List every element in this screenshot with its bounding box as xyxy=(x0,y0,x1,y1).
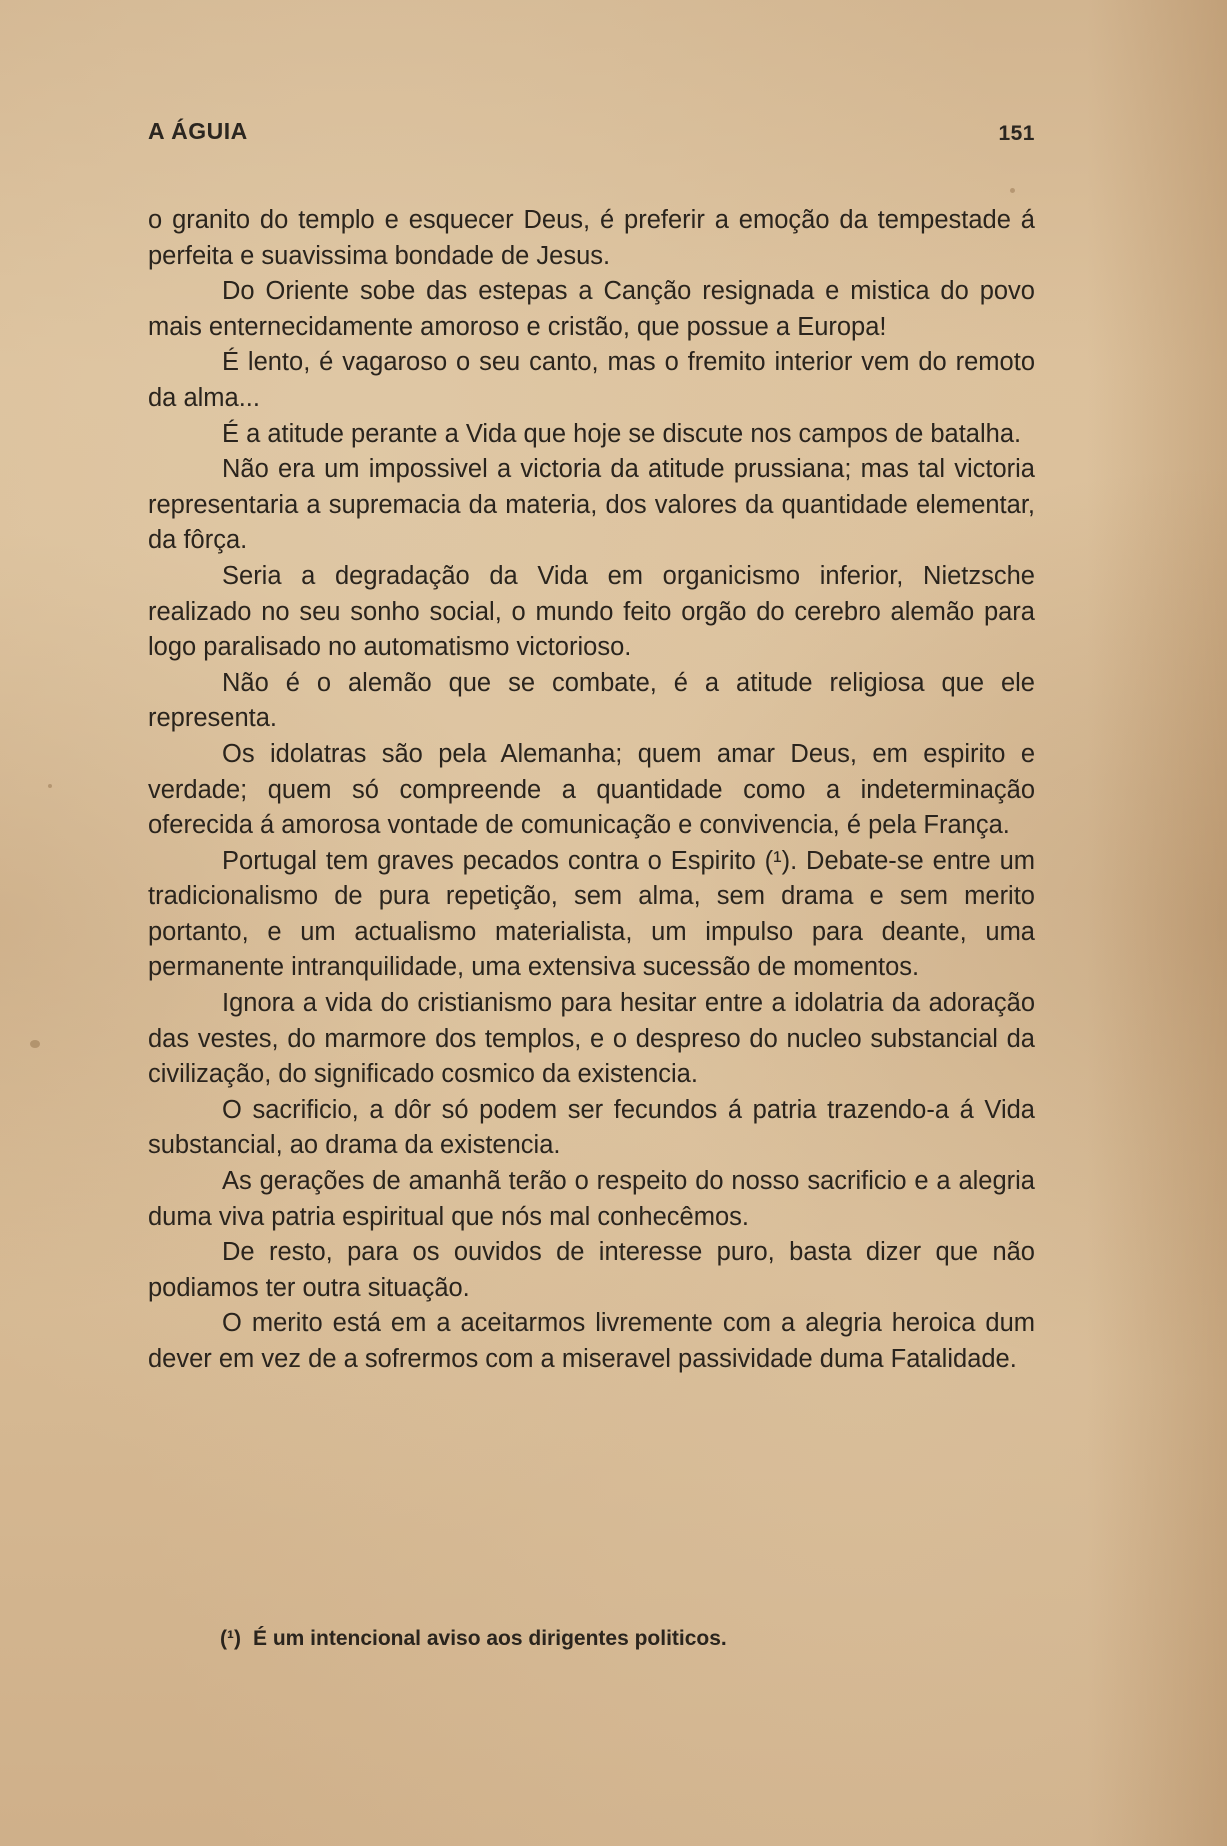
paragraph: Do Oriente sobe das estepas a Canção resignada e mistica do povo mais enternecidamente amoroso e cristão, que possue a Europa! xyxy=(148,277,1035,341)
paragraph: Não era um impossivel a victoria da atitude prussiana; mas tal victoria representaria a supremacia da materia, dos valores da quantidade elementar, da fôrça. xyxy=(148,455,1035,555)
paragraph: Não é o alemão que se combate, é a atitude religiosa que ele representa. xyxy=(148,668,1035,733)
paragraph: Os idolatras são pela Alemanha; quem amar Deus, em espirito e verdade; quem só compreende a quantidade como a indeterminação oferecida á amorosa vontade de comunicação e convivencia, é pela França. xyxy=(148,739,1035,840)
paragraph: Seria a degradação da Vida em organicismo inferior, Nietzsche realizado no seu sonho social, o mundo feito orgão do cerebro alemão para logo paralisado no automatismo victorioso. xyxy=(148,561,1035,662)
paragraph: Ignora a vida do cristianismo para hesitar entre a idolatria da adoração das vestes, do marmore dos templos, e o despreso do nucleo substancial da civilização, do significado cosmico da existencia. xyxy=(148,989,1035,1089)
paper-stain xyxy=(48,784,52,788)
footnote xyxy=(220,1627,1035,1651)
paragraph: É a atitude perante a Vida que hoje se discute nos campos de batalha. xyxy=(222,419,1022,448)
paragraph: As gerações de amanhã terão o respeito do nosso sacrificio e a alegria duma viva patria espiritual que nós mal conhecêmos. xyxy=(148,1167,1035,1231)
paper-stain xyxy=(30,1040,40,1048)
paper-stain xyxy=(1010,188,1015,193)
paragraph: Portugal tem graves pecados contra o Espirito (¹). Debate-se entre um tradicionalismo de pura repetição, sem alma, sem drama e sem merito portanto, e um actualismo materialista, um impulso para deante, uma permanente intranquilidade, uma extensiva sucessão de momentos. xyxy=(148,846,1035,982)
page-edge-shadow xyxy=(1087,0,1227,1846)
page-number: 151 xyxy=(998,122,1035,145)
paragraph: É lento, é vagaroso o seu canto, mas o fremito interior vem do remoto da alma... xyxy=(148,348,1035,412)
paragraph: o granito do templo e esquecer Deus, é preferir a emoção da tempestade á perfeita e suavissima bondade de Jesus. xyxy=(148,206,1035,270)
paragraph: O merito está em a aceitarmos livremente com a alegria heroica dum dever em vez de a sofrermos com a miseravel passividade duma Fatalidade. xyxy=(148,1309,1035,1373)
paragraph: O sacrificio, a dôr só podem ser fecundos á patria trazendo-a á Vida substancial, ao drama da existencia. xyxy=(148,1095,1035,1160)
footnote-text: É um intencional aviso aos dirigentes politicos. xyxy=(252,1627,727,1650)
running-title: A ÁGUIA xyxy=(148,118,248,144)
page-header xyxy=(148,118,1035,158)
paragraph: De resto, para os ouvidos de interesse puro, basta dizer que não podiamos ter outra situação. xyxy=(148,1238,1035,1302)
body-text xyxy=(148,203,1035,1378)
footnote-marker: (¹) xyxy=(220,1627,241,1650)
